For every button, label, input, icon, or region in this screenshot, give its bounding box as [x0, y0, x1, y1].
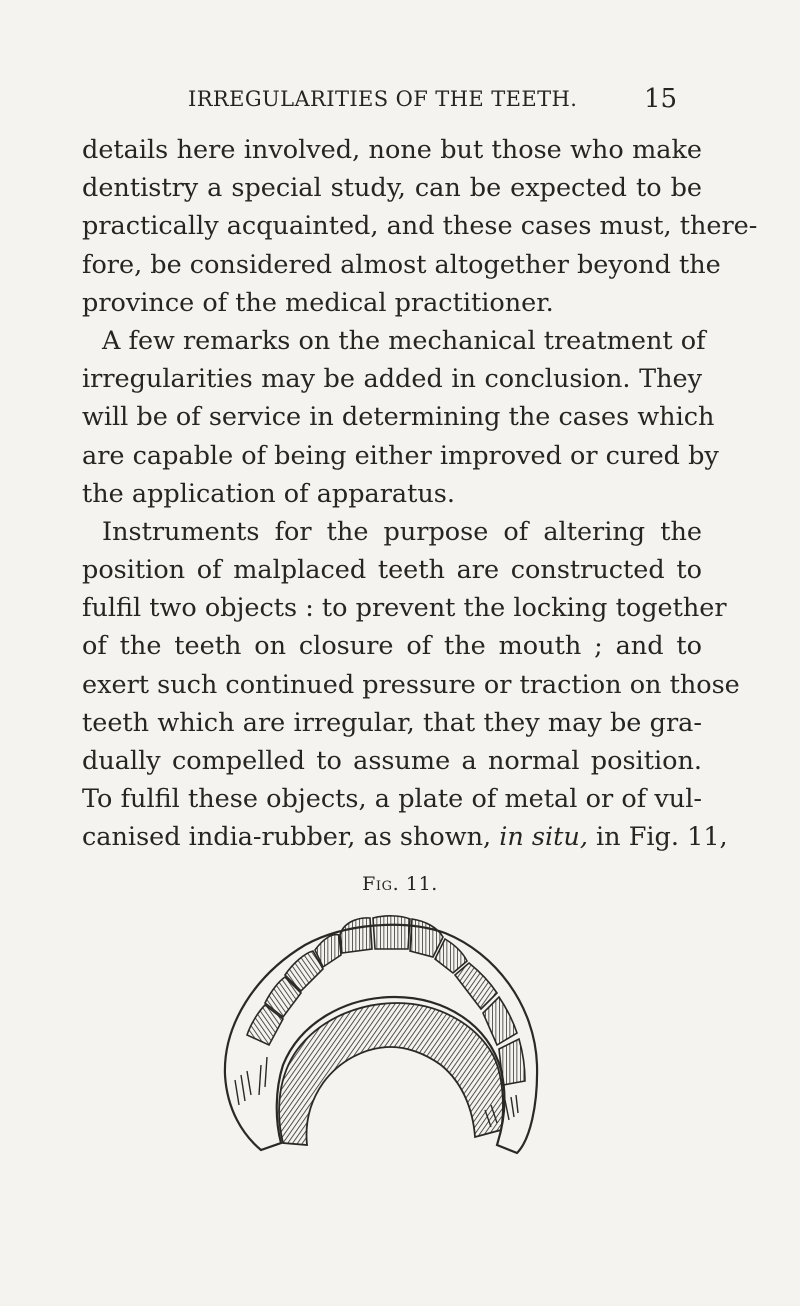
italic-phrase: in situ,	[499, 822, 588, 853]
running-title: IRREGULARITIES OF THE TEETH.	[188, 87, 578, 111]
text-line: dentistry a special study, can be expected to be	[82, 173, 702, 204]
text-line: fore, be considered almost altogether beyond the	[82, 249, 721, 280]
text-line: details here involved, none but those who make	[82, 135, 702, 165]
text-line: fulfil two objects : to prevent the locking together	[82, 593, 727, 624]
text-line: position of malplaced teeth are constructed to	[82, 555, 702, 586]
text-line: the application of apparatus.	[82, 478, 455, 509]
text-line: practically acquainted, and these cases must, there-	[82, 211, 758, 242]
text-line: irregularities may be added in conclusion. They	[82, 364, 702, 395]
text-segment: canised india-rubber, as shown,	[82, 822, 500, 853]
text-line: of the teeth on closure of the mouth ; and to	[82, 631, 702, 662]
figure-caption-label: Fig. 11.	[362, 873, 438, 895]
text-line: province of the medical practitioner.	[82, 287, 554, 318]
text-line: To fulfil these objects, a plate of metal or of vul-	[82, 784, 702, 815]
text-line: will be of service in determining the cases which	[82, 402, 715, 433]
figure-dental-plate	[205, 905, 555, 1165]
text-line: are capable of being either improved or cured by	[82, 440, 719, 471]
page-number: 15	[644, 84, 678, 114]
figure-caption	[0, 873, 800, 895]
text-line: A few remarks on the mechanical treatment of	[102, 325, 706, 356]
dental-plate-illustration	[205, 905, 555, 1165]
text-line: exert such continued pressure or traction on those	[82, 669, 740, 700]
text-segment: in Fig. 11,	[587, 822, 728, 853]
text-line: dually compelled to assume a normal position.	[82, 746, 702, 776]
text-line: teeth which are irregular, that they may be gra-	[82, 707, 702, 738]
body-text	[82, 131, 758, 857]
text-line: Instruments for the purpose of altering the	[102, 516, 702, 547]
text-line-last	[82, 818, 728, 856]
running-header	[0, 82, 800, 116]
